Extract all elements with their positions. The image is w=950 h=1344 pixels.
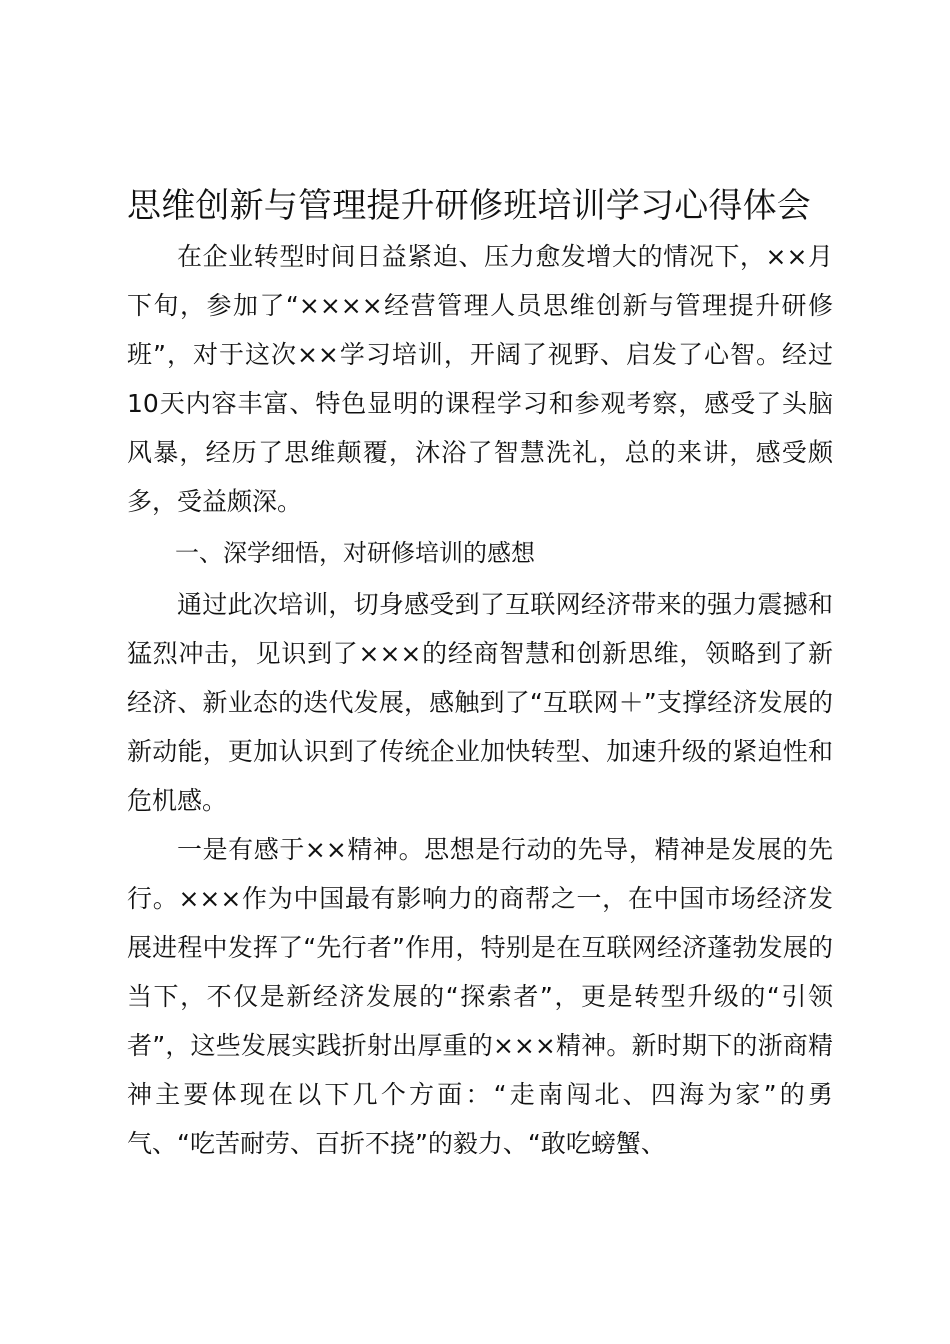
document-title: 思维创新与管理提升研修班培训学习心得体会 [127, 186, 811, 226]
paragraph-spirit: 一是有感于××精神。思想是行动的先导，精神是发展的先行。×××作为中国最有影响力的商帮之一，在中国市场经济发展进程中发挥了“先行者”作用，特别是在互联网经济蓬勃发展的当下，不仅是新经济发展的“探索者”，更是转型升级的“引领者”，这些发展实践折射出厚重的×××精神。新时期下的浙商精神主要体现在以下几个方面：“走南闯北、四海为家”的勇气、“吃苦耐劳、百折不挠”的毅力、“敢吃螃蟹、 [127, 835, 833, 1158]
paragraph-impressions: 通过此次培训，切身感受到了互联网经济带来的强力震撼和猛烈冲击，见识到了×××的经商智慧和创新思维，领略到了新经济、新业态的迭代发展，感触到了“互联网＋”支撑经济发展的新动能，更加认识到了传统企业加快转型、加速升级的紧迫性和危机感。 [127, 590, 833, 815]
document-body [127, 232, 833, 1168]
paragraph-intro: 在企业转型时间日益紧迫、压力愈发增大的情况下，××月下旬，参加了“××××经营管理人员思维创新与管理提升研修班”，对于这次××学习培训，开阔了视野、启发了心智。经过10天内容丰富、特色显明的课程学习和参观考察，感受了头脑风暴，经历了思维颠覆，沐浴了智慧洗礼，总的来讲，感受颇多，受益颇深。 [127, 242, 833, 516]
section-heading: 一、深学细悟，对研修培训的感想 [175, 539, 535, 567]
